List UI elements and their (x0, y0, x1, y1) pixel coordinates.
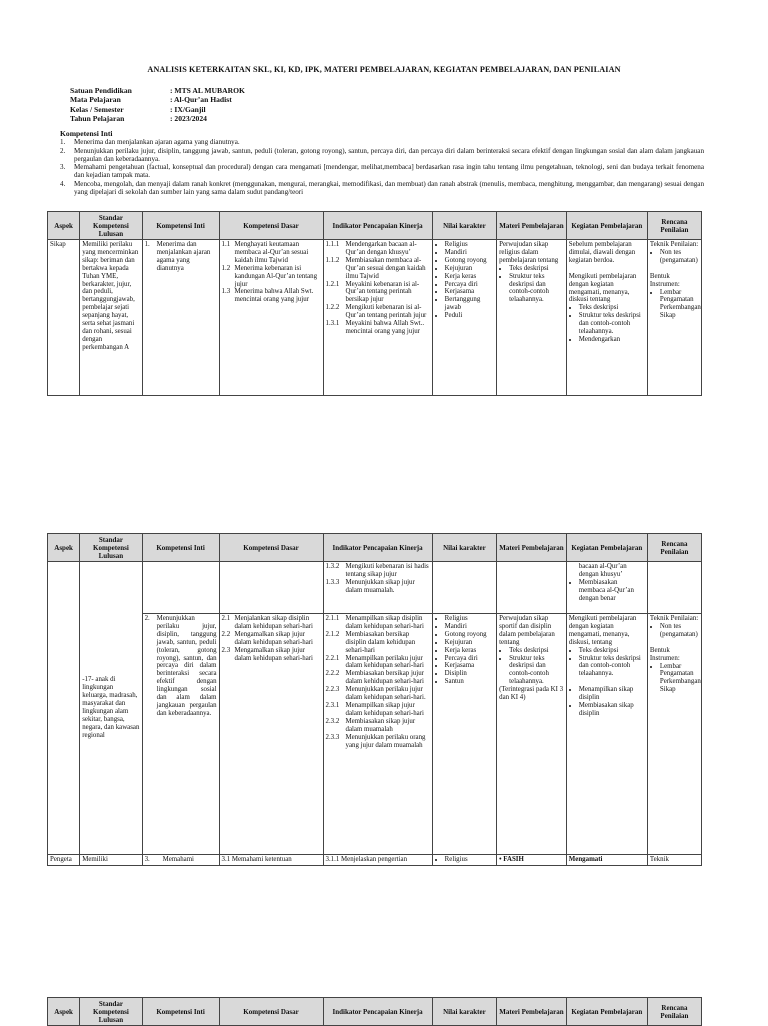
header-skl: Standar Kompetensi Lulusan (80, 534, 142, 562)
cell-materi (497, 562, 567, 614)
materi-intro: Perwujudan sikap religius dalam pembelajaran tentang (499, 241, 559, 264)
cell-rencana: Teknik (647, 855, 701, 866)
nilai-item: • Kejujuran (445, 265, 494, 273)
kd-entry (222, 241, 321, 265)
ipk-number: 1.2.1 (325, 280, 340, 288)
nilai-item: • Kerja keras (445, 273, 494, 281)
cell-ki (142, 855, 219, 866)
identity-block (70, 86, 245, 123)
header-skl: Standar Kompetensi Lulusan (80, 212, 142, 240)
ipk-text: Menampilkan perilaku jujur dalam kehidupan sehari-hari (345, 654, 424, 670)
ipk-text: Membiasakan bersikap jujur dalam kehidupan sehari-hari (345, 670, 424, 686)
kegiatan-item: • Teks deskripsi (579, 647, 645, 655)
ipk-entry (326, 734, 430, 750)
nilai-item: • Gotong royong (445, 631, 494, 639)
ipk-number: 1.3.1 (325, 320, 340, 328)
ipk-text: Menampilkan sikap disiplin dalam kehidupan sehari-hari (345, 615, 424, 630)
ki-number: 1. (60, 138, 66, 146)
header-aspek: Aspek (48, 998, 80, 1026)
analysis-table-page-1 (47, 211, 702, 396)
ki-entry-text: Menerima dan menjalankan ajaran agama yang dianutnya (156, 241, 211, 272)
cell-nilai (432, 562, 496, 614)
cell-nilai (432, 614, 496, 855)
kegiatan-item: • Mendengarkan (579, 336, 645, 344)
cell-rencana (647, 562, 701, 614)
nilai-item: • Religius (445, 241, 494, 249)
ipk-entry (326, 563, 430, 579)
ipk-number: 1.1.1 (325, 241, 340, 248)
bullet-icon: • (499, 856, 502, 863)
header-materi: Materi Pembelajaran (497, 212, 567, 240)
rencana-label: Teknik Penilaian: (649, 241, 699, 248)
kd-number: 2.2 (221, 630, 231, 638)
ipk-entry (326, 702, 430, 718)
kd-number: 1.3 (221, 288, 231, 296)
ki-item (60, 163, 704, 179)
kegiatan-continued: bacaan al-Qur’an dengan khusyu’ (578, 563, 627, 578)
header-ipk: Indikator Pencapaian Kinerja (323, 212, 432, 240)
cell-ipk (323, 240, 432, 396)
identity-value: : MTS AL MUBAROK (170, 86, 245, 95)
table-row (48, 614, 702, 855)
kegiatan-item: • Menampilkan sikap disiplin (579, 686, 645, 702)
nilai-item: • Religius (445, 856, 494, 864)
ipk-text: Menampilkan sikap jujur dalam kehidupan sehari-hari (345, 701, 424, 717)
header-rencana: Rencana Penilaian (647, 534, 701, 562)
ki-text: Menunjukkan perilaku jujur, disiplin, tanggung jawab, santun, peduli (toleran, gotong royong), santun, percaya diri, dan percaya diri dalam berinteraksi secara efektif dengan lingkungan sosial dan alam dalam jangkauan pergaulan dan keberadaannya. (74, 146, 704, 163)
cell-materi (497, 240, 567, 396)
analysis-table-page-3 (47, 997, 702, 1026)
kegiatan-item: • Membiasakan membaca al-Qur’an dengan benar (579, 579, 645, 603)
nilai-item: • Gotong royong (445, 257, 494, 265)
ipk-entry (326, 281, 430, 305)
kd-text: Menerima bahwa Allah Swt. mencintai orang yang jujur (234, 288, 314, 304)
header-rencana: Rencana Penilaian (647, 998, 701, 1026)
ki-entry-text: Menunjukkan perilaku jujur, disiplin, tanggung jawab, santun, peduli (toleran, gotong royong), santun, dan percaya diri dalam berinteraksi secara efektif dengan lingkungan sosial dan alam dalam jangkauan pergaulan dan keberadaannya. (156, 615, 217, 717)
kegiatan-item: • Teks deskripsi (579, 304, 645, 312)
identity-key: Tahun Pelajaran (70, 113, 125, 123)
kd-text: Menjalankan sikap disiplin dalam kehidupan sehari-hari (234, 615, 313, 630)
ipk-entry (326, 257, 430, 281)
ki-number: 4. (60, 179, 66, 188)
ipk-entry (326, 686, 430, 702)
cell-ki (142, 614, 219, 855)
ipk-text: Membiasakan membaca al-Qur’an sesuai dengan kaidah ilmu Tajwid (345, 256, 426, 280)
ipk-entry (326, 579, 430, 595)
ipk-number: 2.2.2 (325, 670, 340, 678)
table-row (48, 855, 702, 866)
identity-row (70, 114, 245, 123)
kd-text: Menghayati keutamaan membaca al-Qur’an sesuai kaidah ilmu Tajwid (234, 241, 309, 264)
cell-ki (142, 240, 219, 396)
cell-ipk: 3.1.1 Menjelaskan pengertian (323, 855, 432, 866)
cell-kegiatan (566, 562, 647, 614)
kd-entry (222, 615, 321, 631)
kegiatan-item: • Struktur teks deskripsi dan contoh-contoh telaahannya. (579, 312, 645, 336)
ki-entry-text: Memahami (162, 856, 194, 863)
ki-item (60, 180, 704, 196)
ki-entry-number: 1. (144, 241, 150, 248)
ipk-entry (326, 631, 430, 655)
kegiatan-item: • Struktur teks deskripsi dan contoh-contoh telaahannya. (579, 655, 645, 679)
ki-entry (145, 856, 217, 864)
rencana-item: • Lembar Pengamatan Perkembangan Sikap (660, 663, 699, 695)
ipk-text: Menunjukkan perilaku orang yang jujur dalam muamalah (345, 733, 426, 749)
header-ipk: Indikator Pencapaian Kinerja (323, 998, 432, 1026)
ki-heading: Kompetensi Inti (60, 129, 113, 138)
header-nilai: Nilai karakter (432, 212, 496, 240)
rencana-item: • Non tes (pengamatan) (660, 249, 699, 265)
ipk-entry (326, 320, 430, 336)
materi-note: (Terintegrasi pada KI 3 dan KI 4) (499, 686, 564, 702)
nilai-item: • Percaya diri (445, 281, 494, 289)
ki-number: 3. (60, 163, 66, 172)
nilai-item: • Mandiri (445, 249, 494, 257)
identity-key: Satuan Pendidikan (70, 86, 132, 95)
cell-kegiatan (566, 240, 647, 396)
identity-value: : Al-Qur’an Hadist (170, 95, 232, 105)
cell-kd (219, 240, 323, 396)
table-header-row (48, 534, 702, 562)
ipk-entry (326, 718, 430, 734)
identity-value: : 2023/2024 (170, 113, 207, 123)
ki-entry (145, 241, 217, 273)
cell-kd: 3.1 Memahami ketentuan (219, 855, 323, 866)
ipk-number: 2.3.3 (325, 733, 340, 741)
header-nilai: Nilai karakter (432, 534, 496, 562)
ipk-number: 2.1.2 (325, 630, 340, 638)
ipk-entry (326, 241, 430, 257)
identity-row (70, 105, 245, 114)
kd-number: 2.3 (221, 646, 231, 654)
kd-number: 1.2 (221, 264, 231, 272)
kd-text: Menerima kebenaran isi kandungan Al-Qur’an tentang jujur (234, 264, 318, 288)
nilai-item: • Kerjasama (445, 288, 494, 296)
header-kegiatan: Kegiatan Pembelajaran (566, 534, 647, 562)
cell-rencana (647, 614, 701, 855)
identity-key: Mata Pelajaran (70, 95, 121, 105)
ipk-text: Mengikuti kebenaran isi hadis tentang sikap jujur (345, 563, 429, 578)
kegiatan-item: • Membiasakan sikap disiplin (579, 702, 645, 718)
ipk-number: 2.3.1 (325, 701, 340, 709)
header-materi: Materi Pembelajaran (497, 534, 567, 562)
ipk-number: 2.2.3 (325, 686, 340, 694)
nilai-item: • Santun (445, 678, 494, 686)
analysis-table-page-2 (47, 533, 702, 866)
nilai-item: • Disiplin (445, 670, 494, 678)
ipk-text: Meyakini kebenaran isi al-Qur’an tentang perintah bersikap jujur (345, 280, 420, 304)
kd-number: 2.1 (221, 615, 231, 622)
kegiatan-paragraph: Mengikuti pembelajaran dengan kegiatan mengamati, menanya, diskusi, tentang (568, 615, 637, 646)
materi-item: • Teks deskripsi (509, 265, 564, 273)
header-materi: Materi Pembelajaran (497, 998, 567, 1026)
cell-nilai (432, 855, 496, 866)
ipk-text: Mendengarkan bacaan al-Qur’an dengan khusyu’ (345, 241, 417, 256)
kegiatan-paragraph: Mengikuti pembelajaran dengan kegiatan mengamati, menanya, diskusi tentang (568, 272, 637, 304)
ipk-entry (326, 304, 430, 320)
ipk-number: 1.3.2 (325, 563, 340, 570)
cell-kegiatan: Mengamati (566, 855, 647, 866)
cell-ki (142, 562, 219, 614)
ki-item (60, 147, 704, 163)
ipk-number: 2.2.1 (325, 654, 340, 662)
cell-kegiatan (566, 614, 647, 855)
cell-skl: Memiliki perilaku yang mencerminkan sikap: beriman dan bertakwa kepada Tuhan YME, berkarakter, jujur, dan peduli, bertanggungjawab, pembelajar sejati sepanjang hayat, serta sehat jasmani dan rohani, sesuai dengan perkembangan A (80, 240, 142, 396)
rencana-item: • Lembar Pengamatan Perkembangan Sikap (660, 289, 699, 321)
ipk-text: Meyakini bahwa Allah Swt.. mencintai orang yang jujur (345, 320, 425, 335)
kegiatan-paragraph: Sebelum pembelajaran dimulai, diawali dengan kegiatan berdoa. (568, 241, 636, 264)
kd-entry (222, 288, 321, 304)
table-row (48, 240, 702, 396)
ipk-number: 1.3.3 (325, 578, 340, 586)
document-title: ANALISIS KETERKAITAN SKL, KI, KD, IPK, MATERI PEMBELAJARAN, KEGIATAN PEMBELAJARAN, DAN PENILAIAN (147, 65, 621, 74)
header-kd: Kompetensi Dasar (219, 534, 323, 562)
header-ki: Kompetensi Inti (142, 534, 219, 562)
ipk-number: 2.1.1 (325, 615, 340, 622)
ipk-text: Mengikuti kebenaran isi al-Qur’an tentang perintah jujur (345, 304, 427, 320)
cell-kd (219, 614, 323, 855)
rencana-label: Bentuk Instrumen: (649, 646, 680, 662)
materi-intro: Perwujudan sikap sportif dan disiplin dalam pembelajaran tentang (499, 615, 555, 646)
kd-number: 1.1 (221, 241, 231, 248)
ipk-text: Menunjukkan perilaku jujur dalam kehidupan sehari-hari. (345, 686, 426, 702)
kd-text: Mengamalkan sikap jujur dalam kehidupan sehari-hari (234, 646, 313, 662)
materi-item: • Teks deskripsi (509, 647, 564, 655)
ki-text: Mencoba, mengolah, dan menyaji dalam ranah konkret (menggunakan, mengurai, merangkai, memodifikasi, dan membuat) dan ranah abstrak (menulis, membaca, menghitung, menggambar, dan mengarang) sesuai dengan yang dipelajari di sekolah dan sumber lain yang sama dalam sudut pandang/teori (74, 179, 704, 197)
kd-entry (222, 647, 321, 663)
ki-list (60, 138, 704, 197)
header-aspek: Aspek (48, 212, 80, 240)
nilai-item: • Kejujuran (445, 639, 494, 647)
kd-text: Mengamalkan sikap jujur dalam kehidupan sehari-hari (234, 630, 313, 646)
header-aspek: Aspek (48, 534, 80, 562)
nilai-item: • Kerjasama (445, 662, 494, 670)
header-kd: Kompetensi Dasar (219, 212, 323, 240)
nilai-item: • Kerja keras (445, 647, 494, 655)
cell-materi (497, 614, 567, 855)
header-kegiatan: Kegiatan Pembelajaran (566, 998, 647, 1026)
table-header-row (48, 212, 702, 240)
ipk-text: Menunjukkan sikap jujur dalam muamalah. (345, 578, 415, 594)
nilai-item: • Bertanggung jawab (445, 296, 494, 312)
header-ki: Kompetensi Inti (142, 998, 219, 1026)
identity-row (70, 95, 245, 104)
kd-entry (222, 265, 321, 289)
header-kegiatan: Kegiatan Pembelajaran (566, 212, 647, 240)
header-rencana: Rencana Penilaian (647, 212, 701, 240)
cell-aspek (48, 562, 80, 855)
table-row (48, 562, 702, 614)
ipk-number: 1.2.2 (325, 304, 340, 312)
identity-value: : IX/Ganjil (170, 104, 206, 114)
ki-entry-number: 2. (144, 615, 150, 622)
rencana-item: • Non tes (pengamatan) (660, 623, 699, 639)
nilai-item: • Mandiri (445, 623, 494, 631)
cell-skl: -17- anak di lingkungan keluarga, madrasah, masyarakat dan lingkungan alam sekitar, bangsa, negara, dan kawasan regional (80, 562, 142, 855)
identity-row (70, 86, 245, 95)
nilai-item: • Peduli (445, 312, 494, 320)
identity-key: Kelas / Semester (70, 104, 124, 114)
cell-skl: Memiliki (80, 855, 142, 866)
cell-nilai (432, 240, 496, 396)
header-ipk: Indikator Pencapaian Kinerja (323, 534, 432, 562)
nilai-item: • Percaya diri (445, 655, 494, 663)
ki-number: 2. (60, 146, 66, 155)
ipk-text: Membiasakan bersikap disiplin dalam kehidupan sehari-hari (345, 630, 416, 654)
materi-item: • Struktur teks deskripsi dan contoh-contoh telaahannya. (509, 655, 564, 687)
ipk-number: 2.3.2 (325, 717, 340, 725)
cell-ipk (323, 562, 432, 614)
ki-entry (145, 615, 217, 718)
ipk-number: 1.1.2 (325, 256, 340, 264)
ki-text: Menerima dan menjalankan ajaran agama yang dianutnya. (74, 138, 240, 146)
materi-item: FASIH (503, 856, 524, 863)
materi-item: • Struktur teks deskripsi dan contoh-contoh telaahannya. (509, 273, 564, 305)
header-kd: Kompetensi Dasar (219, 998, 323, 1026)
ipk-entry (326, 615, 430, 631)
table-header-row (48, 998, 702, 1026)
cell-rencana (647, 240, 701, 396)
ki-text: Memahami pengetahuan (factual, konseptual dan procedural) dengan cara mengamati [mendengar, melihat,membaca] berdasarkan rasa ingin tahu tentang ilmu pengetahuan, teknologi, seni dan budaya terkait fenomena dan kejadian tampak mata. (74, 163, 704, 180)
cell-materi (497, 855, 567, 866)
rencana-label: Teknik Penilaian: (649, 615, 699, 622)
ipk-entry (326, 670, 430, 686)
cell-ipk (323, 614, 432, 855)
header-skl: Standar Kompetensi Lulusan (80, 998, 142, 1026)
kd-entry (222, 631, 321, 647)
cell-kd (219, 562, 323, 614)
ki-item (60, 138, 704, 146)
nilai-item: • Religius (445, 615, 494, 623)
ki-entry-number: 3. (144, 856, 150, 863)
header-ki: Kompetensi Inti (142, 212, 219, 240)
cell-aspek: Sikap (48, 240, 80, 396)
rencana-label: Bentuk Instrumen: (649, 272, 680, 288)
cell-aspek: Pengeta (48, 855, 80, 866)
header-nilai: Nilai karakter (432, 998, 496, 1026)
ipk-text: Membiasakan sikap jujur dalam muamalah (345, 717, 416, 733)
ipk-entry (326, 655, 430, 671)
